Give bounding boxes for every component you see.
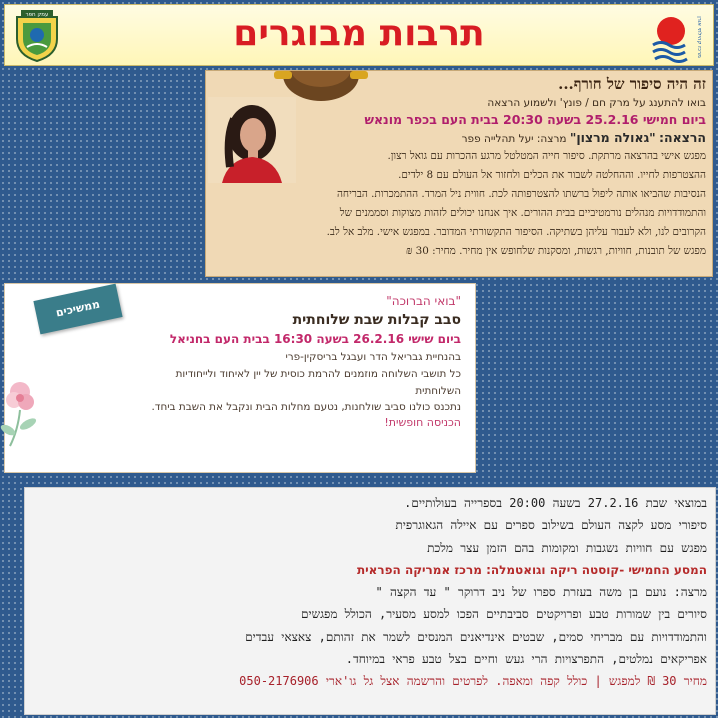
description-line: הקרובים לנו, ולא לעבור עליהן בשתיקה. הסיפור התקשורתי המדובר. במפגש אישי. מלב אל לב. (326, 226, 706, 238)
travel-price-line (35, 670, 707, 692)
page-header (4, 4, 714, 66)
svg-text:מרכז קהילתי אורן: מרכז קהילתי אורן (696, 16, 702, 58)
description-line: והתמודדויות מנהלים נורמטיביים בבית ההורים. איך אנחנו יכולים לזהות מצוקות וסממנים של (339, 207, 706, 219)
lecture-info (210, 130, 706, 145)
phone-number[interactable]: 050-2176906 (239, 674, 319, 689)
description-line: כל תושבי השלוחה מוזמנים להרמת כוסית של יין לאיחוד ולייחודיות (175, 367, 461, 380)
lecture-label: הרצאה: (659, 130, 706, 145)
page-title: תרבות מבוגרים (233, 13, 485, 54)
winter-headline: זה היה סיפור של חורף... (558, 75, 706, 93)
shabbat-event-date: ביום שישי 26.2.16 בשעה 16:30 בבית העם בחניאל (169, 332, 461, 346)
shabbat-description (51, 349, 461, 416)
travel-episode-title: המסע החמישי -קוסטה ריקה וגואטמלה: מרכז אמריקה הפראית (356, 562, 707, 577)
travel-tagline: מפגש עם חוויות נשגבות ומקומות בהם הזמן עצר מלכת (427, 540, 707, 555)
flower-decoration-icon (0, 370, 50, 450)
tradition-badge: ממשיכים במסורת! (33, 284, 122, 335)
winter-event-date: ביום חמישי 25.2.16 בשעה 20:30 בבית העם בכפר מונאש (364, 112, 706, 127)
description-line: נתכנס כולנו סביב שולחנות, נטעם מחלות הבית ונקבל את השבת ביחד. (151, 401, 461, 414)
shabbat-title: סבב קבלות שבת שלוחתית (292, 312, 461, 328)
travel-lecturer-line: מרצה: נועם בן משה בעזרת ספרו של ניב דרוקר " עד הקצה " (375, 585, 707, 600)
travel-stories-panel (24, 487, 716, 715)
winter-subhead: בואו להתענג על מרק חם / פונץ' ולשמוע הרצאה (487, 97, 706, 109)
description-line: ההצטרפות לחייו. וההחלטה לשבור את הכלים ולחזור אל העולם עם 8 ילדים. (398, 169, 706, 181)
description-line: מפגש אישי בהרצאה מרתקת. סיפור חייה המטלטל מרגע ההכרות עם גואל רצון. (387, 150, 706, 162)
travel-description-line: סיורים בין שמורות טבע ופרויקטים סביבתיים הפכו למסע מסעיר, הכולל מפגשים (300, 607, 707, 622)
travel-subtitle-line: סיפורי מסע לקצה העולם בשילוב ספרים עם איילה הגאוגרפית (395, 518, 707, 533)
lecturer-name: מרצה: יעל תהלייה פפר (461, 133, 567, 145)
travel-description-line: והתמודדויות עם מבריחי סמים, שבטים אינדיאנים המנסים לשמר את זהותם, צאצאי עבדים (245, 629, 707, 644)
description-line: בהנחיית גבריאל הדר ועבגל בריסקין-פרי (285, 351, 461, 363)
free-entry-note: הכניסה חופשית! (384, 416, 461, 430)
price-text: מחיר 30 ₪ למפגש | כולל קפה ומאפה. לפרטים והרשמה אצל גל גו'ארי (325, 674, 707, 689)
oren-community-center-logo-icon (649, 11, 705, 63)
lecture-title: "גאולה מרצון" (569, 130, 656, 145)
description-line: מפגש של תובנות, חוויות, רגשות, ומסקנות שלחופש אין מחיר. מחיר: 30 ₪ (405, 245, 706, 257)
lecture-description (210, 147, 706, 261)
description-line: הנסיבות שהביאו אותה ליפול ברשתו להצטרפותה לכת. חווית ניל המרד. ההתמכרות. הבריחה (336, 188, 706, 200)
description-line: השלוחתית (415, 384, 461, 397)
svg-text:עמק חפר: עמק חפר (25, 12, 49, 18)
travel-description-line: אפריקאים נמלטים, התפרצויות הרי געש וחיים בצל טבע פראי במיוחד. (345, 652, 707, 667)
travel-date-line: במוצאי שבת 27.2.16 בשעה 20:00 בספרייה בעולותיים. (404, 496, 707, 510)
winter-lecture-panel (205, 70, 713, 277)
shabbat-heading: "בואי הברוכה" (386, 294, 461, 308)
